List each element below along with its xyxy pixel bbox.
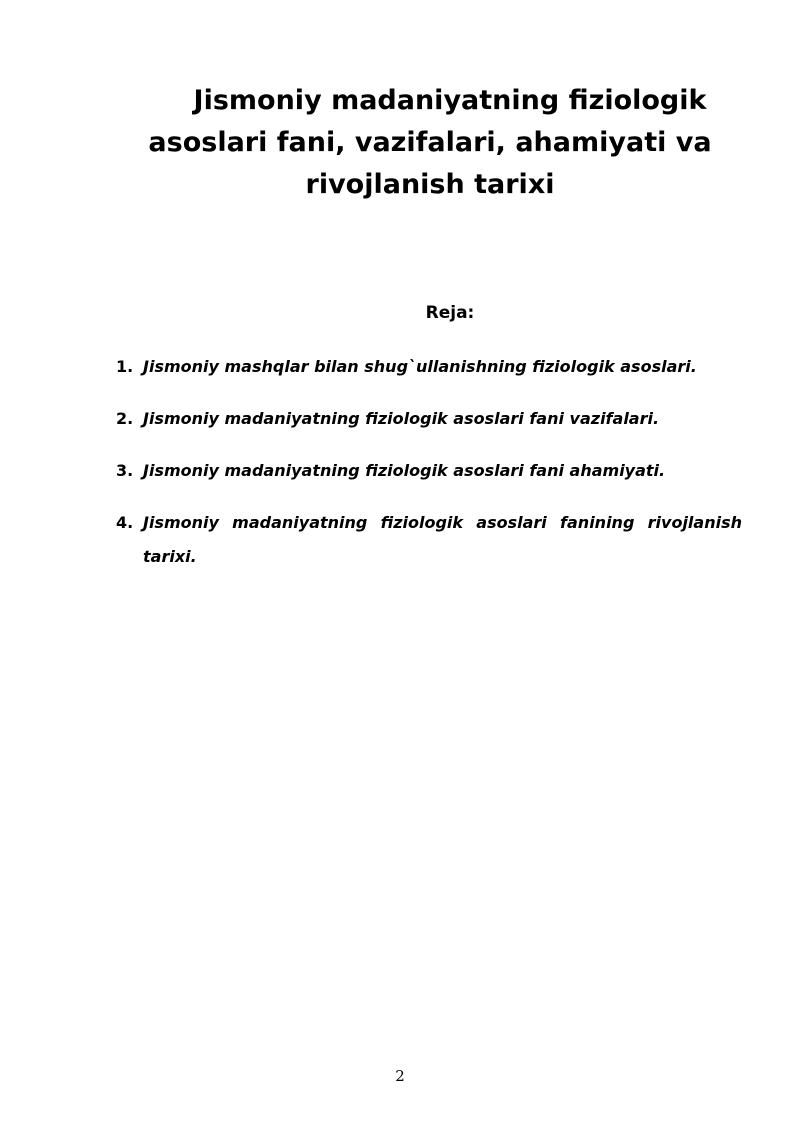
- plan-item-text: Jismoniy mashqlar bilan shug`ullanishning fiziologik asoslari.: [143, 357, 697, 376]
- plan-item: [116, 454, 742, 488]
- plan-heading: Reja:: [425, 303, 475, 323]
- title-line: asoslari fani, vazifalari, ahamiyati va: [148, 127, 712, 158]
- plan-item: [116, 402, 742, 436]
- plan-item-number: 3.: [116, 461, 134, 480]
- plan-list: [116, 350, 742, 592]
- title-line: Jismoniy madaniyatning fiziologik: [193, 85, 707, 116]
- plan-item-text: Jismoniy madaniyatning fiziologik asoslari fani ahamiyati.: [143, 461, 666, 480]
- page-number: 2: [395, 1067, 405, 1085]
- document-title: [140, 80, 720, 206]
- plan-item-number: 4.: [116, 513, 134, 532]
- plan-item-text: Jismoniy madaniyatning fiziologik asoslari fanining rivojlanish tarixi.: [143, 513, 742, 566]
- title-line: rivojlanish tarixi: [305, 169, 555, 200]
- plan-item-number: 2.: [116, 409, 134, 428]
- plan-item-number: 1.: [116, 357, 134, 376]
- plan-item-text: Jismoniy madaniyatning fiziologik asoslari fani vazifalari.: [143, 409, 660, 428]
- plan-item: [116, 506, 742, 574]
- plan-item: [116, 350, 742, 384]
